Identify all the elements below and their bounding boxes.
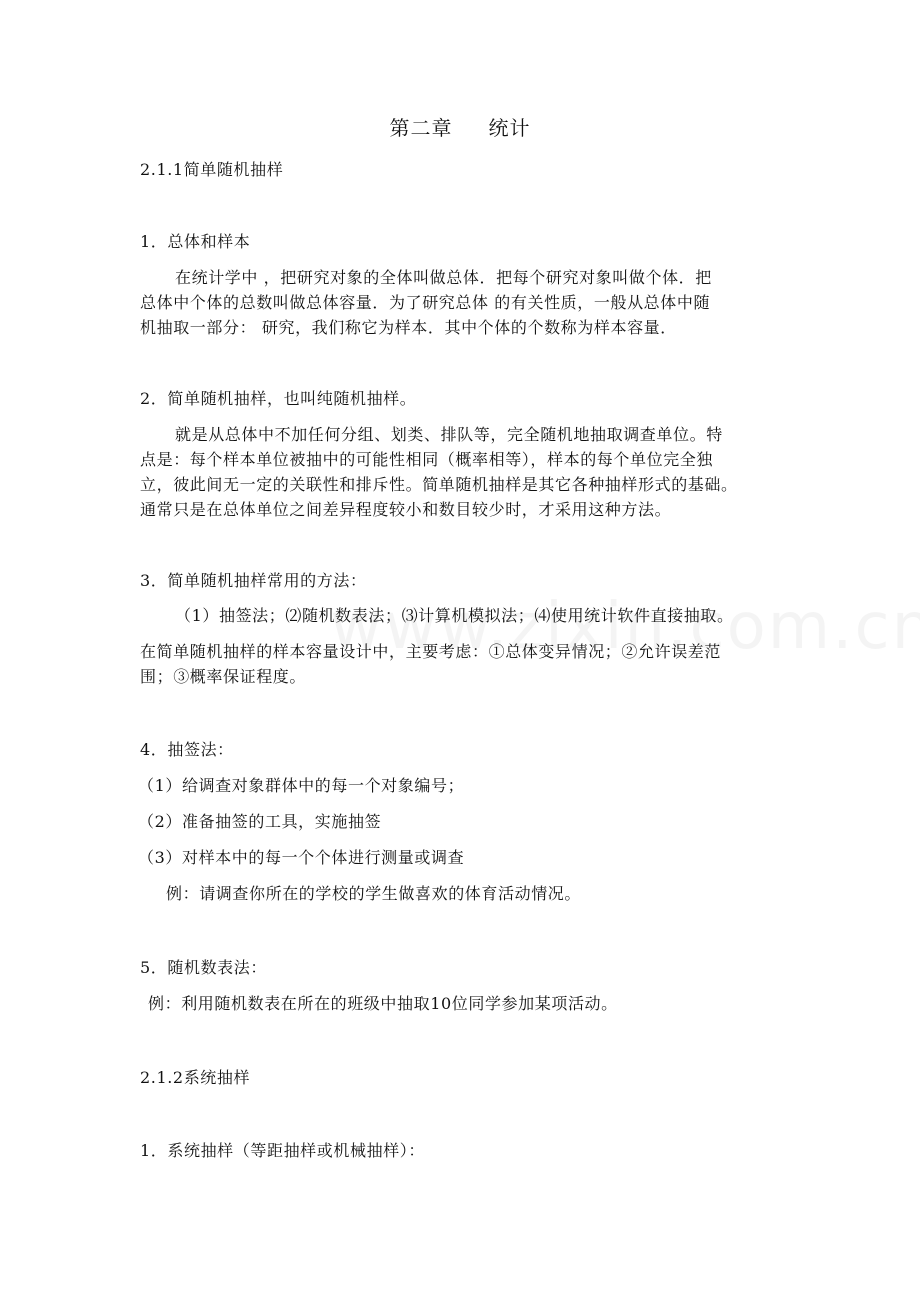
paragraph-line: 总体中个体的总数叫做总体容量．为了研究总体 的有关性质，一般从总体中随 xyxy=(140,293,711,312)
paragraph-line: （1）抽签法；⑵随机数表法；⑶计算机模拟法；⑷使用统计软件直接抽取。 xyxy=(175,606,734,625)
list-item: （2）准备抽签的工具，实施抽签 xyxy=(138,812,382,831)
paragraph-line: 围；③概率保证程度。 xyxy=(140,667,307,686)
item-heading: 5．随机数表法： xyxy=(140,958,267,977)
chapter-title xyxy=(0,116,920,140)
item-heading: 4．抽签法： xyxy=(140,740,234,759)
paragraph-line: 机抽取一部分： 研究，我们称它为样本．其中个体的个数称为样本容量． xyxy=(140,318,677,337)
item-heading: 1．总体和样本 xyxy=(140,232,251,251)
item-heading: 3．简单随机抽样常用的方法： xyxy=(140,571,367,590)
section-heading: 2.1.2系统抽样 xyxy=(140,1068,251,1087)
list-item: （1）给调查对象群体中的每一个对象编号； xyxy=(138,776,465,795)
item-heading: 2．简单随机抽样，也叫纯随机抽样。 xyxy=(140,389,417,408)
example-line: 例：利用随机数表在所在的班级中抽取10位同学参加某项活动。 xyxy=(148,994,618,1013)
section-heading: 2.1.1简单随机抽样 xyxy=(140,160,284,179)
paragraph-line: 在简单随机抽样的样本容量设计中，主要考虑：①总体变异情况；②允许误差范 xyxy=(140,642,722,661)
paragraph-line: 通常只是在总体单位之间差异程度较小和数目较少时，才采用这种方法。 xyxy=(140,500,672,519)
chapter-topic: 统计 xyxy=(488,116,531,140)
paragraph-line: 在统计学中 ，把研究对象的全体叫做总体．把每个研究对象叫做个体．把 xyxy=(175,268,712,287)
list-item: （3）对样本中的每一个个体进行测量或调查 xyxy=(138,848,465,867)
chapter-number: 第二章 xyxy=(389,116,453,140)
paragraph-line: 立，彼此间无一定的关联性和排斥性。简单随机抽样是其它各种抽样形式的基础。 xyxy=(140,475,738,494)
example-line: 例：请调查你所在的学校的学生做喜欢的体育活动情况。 xyxy=(166,884,582,903)
paragraph-line: 点是：每个样本单位被抽中的可能性相同（概率相等），样本的每个单位完全独 xyxy=(140,450,714,469)
item-heading: 1．系统抽样（等距抽样或机械抽样）： xyxy=(140,1141,425,1160)
paragraph-line: 就是从总体中不加任何分组、划类、排队等，完全随机地抽取调查单位。特 xyxy=(175,425,723,444)
